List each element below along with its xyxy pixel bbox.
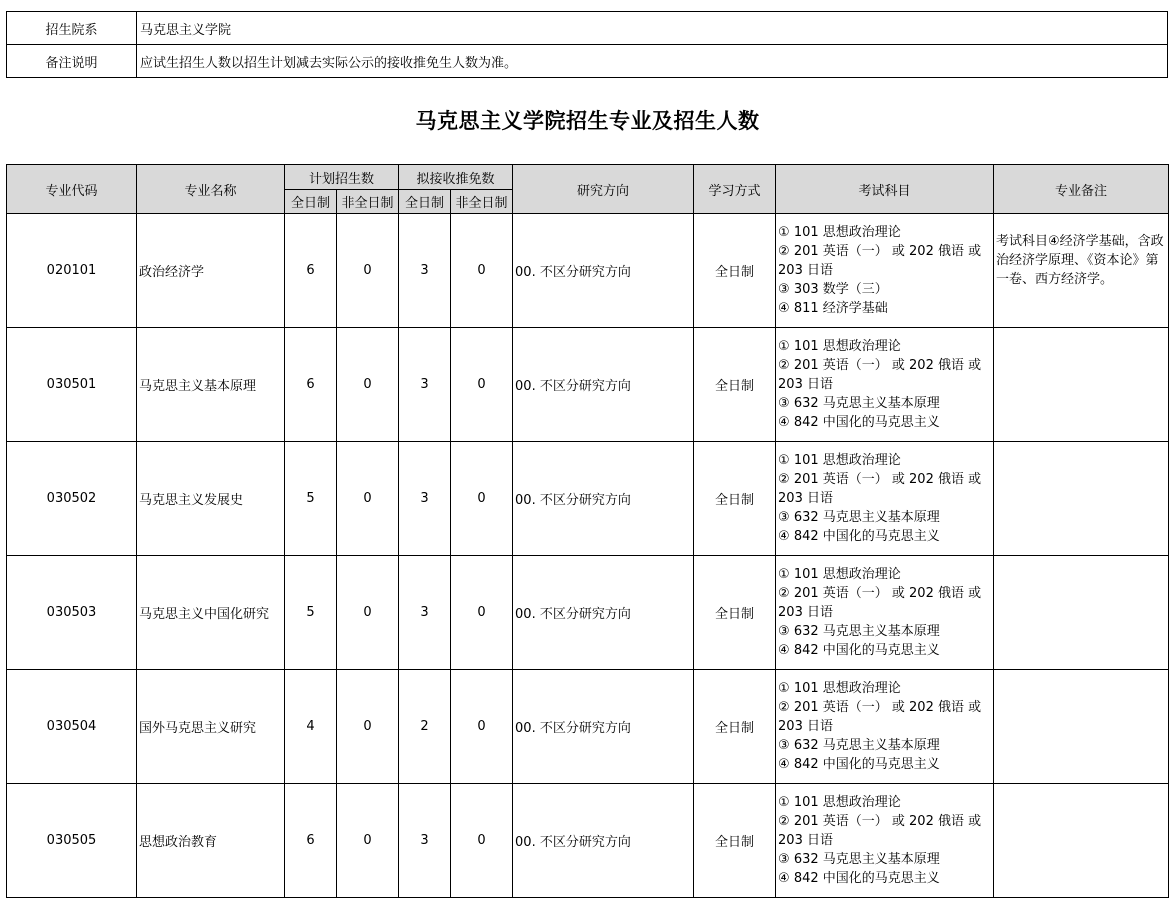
header-mode: 学习方式 [694, 165, 776, 214]
exam-subject-line: 203 日语 [778, 377, 833, 392]
exam-subject-line: ③ 632 马克思主义基本原理 [778, 852, 940, 867]
info-row-dept [7, 12, 1168, 45]
exam-subject-line: ③ 632 马克思主义基本原理 [778, 396, 940, 411]
page-title: 马克思主义学院招生专业及招生人数 [415, 109, 760, 133]
table-row [7, 214, 1169, 328]
exam-subject-line: 203 日语 [778, 605, 833, 620]
exam-subject-line: ③ 632 马克思主义基本原理 [778, 624, 940, 639]
exam-subject-line: ④ 811 经济学基础 [778, 301, 888, 316]
exam-subjects [776, 328, 994, 442]
exam-subject-line: ① 101 思想政治理论 [778, 339, 901, 354]
exam-subject-line: ② 201 英语（一） 或 202 俄语 或 [778, 472, 982, 487]
study-mode: 全日制 [694, 784, 776, 898]
info-table [6, 11, 1168, 78]
major-remark [994, 670, 1169, 784]
exam-subject-line: ③ 303 数学（三） [778, 282, 888, 297]
plan-part-count: 0 [337, 556, 399, 670]
research-direction: 00. 不区分研究方向 [513, 556, 694, 670]
major-remark [994, 556, 1169, 670]
exam-subject-line: ④ 842 中国化的马克思主义 [778, 415, 940, 430]
exam-subject-line: ① 101 思想政治理论 [778, 681, 901, 696]
major-remark [994, 784, 1169, 898]
major-name: 政治经济学 [137, 214, 285, 328]
major-remark [994, 442, 1169, 556]
dept-value: 马克思主义学院 [137, 12, 1168, 45]
exam-subject-line: ① 101 思想政治理论 [778, 567, 901, 582]
enrollment-table [6, 164, 1169, 898]
header-remark: 专业备注 [994, 165, 1169, 214]
exam-subject-line: ② 201 英语（一） 或 202 俄语 或 [778, 244, 982, 259]
table-row [7, 328, 1169, 442]
plan-full-count: 5 [285, 442, 337, 556]
exam-subject-line: 203 日语 [778, 263, 833, 278]
note-label: 备注说明 [7, 45, 137, 78]
plan-full-count: 6 [285, 784, 337, 898]
exempt-full-count: 3 [399, 556, 451, 670]
major-name: 马克思主义中国化研究 [137, 556, 285, 670]
exempt-full-count: 2 [399, 670, 451, 784]
study-mode: 全日制 [694, 328, 776, 442]
research-direction: 00. 不区分研究方向 [513, 670, 694, 784]
exempt-part-count: 0 [451, 442, 513, 556]
study-mode: 全日制 [694, 214, 776, 328]
exam-subject-line: 203 日语 [778, 833, 833, 848]
exam-subjects [776, 784, 994, 898]
header-exempt-part: 非全日制 [451, 190, 513, 214]
exam-subject-line: ② 201 英语（一） 或 202 俄语 或 [778, 814, 982, 829]
table-row [7, 556, 1169, 670]
table-row [7, 442, 1169, 556]
header-exempt-full: 全日制 [399, 190, 451, 214]
major-code: 030501 [7, 328, 137, 442]
plan-part-count: 0 [337, 442, 399, 556]
exempt-full-count: 3 [399, 442, 451, 556]
plan-part-count: 0 [337, 214, 399, 328]
exam-subject-line: ① 101 思想政治理论 [778, 453, 901, 468]
major-name: 马克思主义发展史 [137, 442, 285, 556]
exempt-part-count: 0 [451, 670, 513, 784]
exam-subjects [776, 670, 994, 784]
major-name: 思想政治教育 [137, 784, 285, 898]
major-code: 030503 [7, 556, 137, 670]
exam-subject-line: ② 201 英语（一） 或 202 俄语 或 [778, 358, 982, 373]
study-mode: 全日制 [694, 670, 776, 784]
plan-full-count: 6 [285, 328, 337, 442]
exam-subject-line: 203 日语 [778, 719, 833, 734]
dept-label: 招生院系 [7, 12, 137, 45]
exempt-full-count: 3 [399, 328, 451, 442]
research-direction: 00. 不区分研究方向 [513, 442, 694, 556]
exempt-part-count: 0 [451, 214, 513, 328]
exam-subject-line: ② 201 英语（一） 或 202 俄语 或 [778, 700, 982, 715]
note-value: 应试生招生人数以招生计划减去实际公示的接收推免生人数为准。 [137, 45, 1168, 78]
exam-subject-line: ① 101 思想政治理论 [778, 225, 901, 240]
exempt-full-count: 3 [399, 784, 451, 898]
exam-subject-line: ④ 842 中国化的马克思主义 [778, 643, 940, 658]
research-direction: 00. 不区分研究方向 [513, 214, 694, 328]
plan-part-count: 0 [337, 670, 399, 784]
exam-subject-line: ③ 632 马克思主义基本原理 [778, 738, 940, 753]
major-remark [994, 328, 1169, 442]
plan-part-count: 0 [337, 784, 399, 898]
exam-subject-line: ④ 842 中国化的马克思主义 [778, 529, 940, 544]
table-row [7, 670, 1169, 784]
exam-subjects [776, 214, 994, 328]
exam-subject-line: ① 101 思想政治理论 [778, 795, 901, 810]
plan-part-count: 0 [337, 328, 399, 442]
header-plan: 计划招生数 [285, 165, 399, 190]
header-exam: 考试科目 [776, 165, 994, 214]
major-code: 030504 [7, 670, 137, 784]
plan-full-count: 6 [285, 214, 337, 328]
major-remark: 考试科目④经济学基础，含政治经济学原理、《资本论》第一卷、西方经济学。 [994, 214, 1169, 328]
exempt-part-count: 0 [451, 328, 513, 442]
header-exempt: 拟接收推免数 [399, 165, 513, 190]
exempt-part-count: 0 [451, 784, 513, 898]
table-body [7, 214, 1169, 898]
plan-full-count: 5 [285, 556, 337, 670]
exam-subject-line: ④ 842 中国化的马克思主义 [778, 871, 940, 886]
exam-subject-line: 203 日语 [778, 491, 833, 506]
header-direction: 研究方向 [513, 165, 694, 214]
major-code: 030502 [7, 442, 137, 556]
research-direction: 00. 不区分研究方向 [513, 784, 694, 898]
exam-subjects [776, 556, 994, 670]
header-plan-part: 非全日制 [337, 190, 399, 214]
major-code: 020101 [7, 214, 137, 328]
exempt-part-count: 0 [451, 556, 513, 670]
major-code: 030505 [7, 784, 137, 898]
study-mode: 全日制 [694, 556, 776, 670]
major-name: 国外马克思主义研究 [137, 670, 285, 784]
study-mode: 全日制 [694, 442, 776, 556]
header-plan-full: 全日制 [285, 190, 337, 214]
exam-subject-line: ③ 632 马克思主义基本原理 [778, 510, 940, 525]
header-name: 专业名称 [137, 165, 285, 214]
table-row [7, 784, 1169, 898]
info-row-note [7, 45, 1168, 78]
exam-subjects [776, 442, 994, 556]
major-name: 马克思主义基本原理 [137, 328, 285, 442]
exempt-full-count: 3 [399, 214, 451, 328]
header-row-1 [7, 165, 1169, 190]
exam-subject-line: ④ 842 中国化的马克思主义 [778, 757, 940, 772]
header-code: 专业代码 [7, 165, 137, 214]
research-direction: 00. 不区分研究方向 [513, 328, 694, 442]
exam-subject-line: ② 201 英语（一） 或 202 俄语 或 [778, 586, 982, 601]
plan-full-count: 4 [285, 670, 337, 784]
